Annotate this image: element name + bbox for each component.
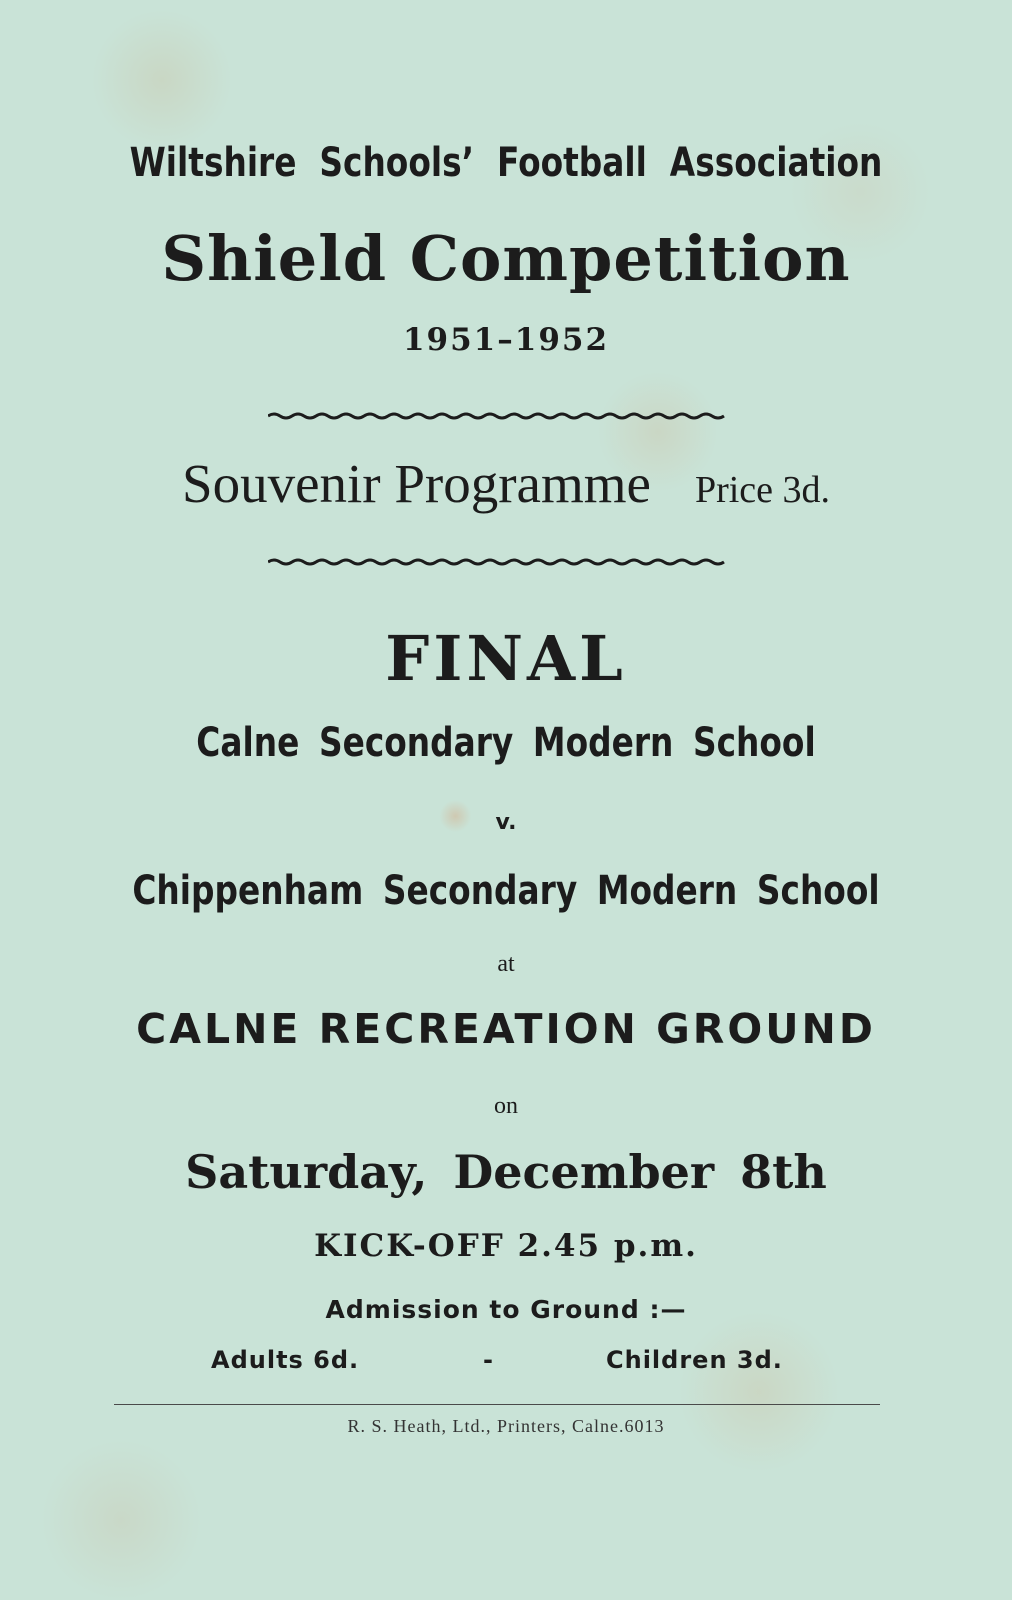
kickoff-time: KICK-OFF 2.45 p.m. xyxy=(314,1228,698,1264)
at-label: at xyxy=(497,951,515,977)
ornamental-divider-bottom xyxy=(268,557,728,567)
home-team: Calne Secondary Modern School xyxy=(196,720,816,766)
ornamental-divider-top xyxy=(268,411,728,421)
versus-label: v. xyxy=(495,810,517,835)
programme-price: Price 3d. xyxy=(694,469,831,511)
match-date: Saturday, December 8th xyxy=(185,1145,827,1199)
away-team: Chippenham Secondary Modern School xyxy=(132,868,880,914)
souvenir-row xyxy=(0,452,1012,515)
competition-title: Shield Competition xyxy=(161,222,851,295)
price-separator: - xyxy=(483,1346,494,1374)
printer-imprint: R. S. Heath, Ltd., Printers, Calne.6013 xyxy=(347,1416,665,1436)
association-heading: Wiltshire Schools’ Football Association xyxy=(129,140,883,186)
round-title: FINAL xyxy=(385,622,627,695)
children-price: Children 3d. xyxy=(606,1346,783,1374)
adults-price: Adults 6d. xyxy=(211,1346,360,1374)
season-years: 1951–1952 xyxy=(402,322,610,358)
venue-name: CALNE RECREATION GROUND xyxy=(136,1005,876,1053)
on-label: on xyxy=(494,1093,518,1119)
footer-rule xyxy=(114,1404,880,1405)
admission-heading: Admission to Ground :— xyxy=(325,1295,687,1324)
souvenir-title: Souvenir Programme xyxy=(181,453,651,514)
